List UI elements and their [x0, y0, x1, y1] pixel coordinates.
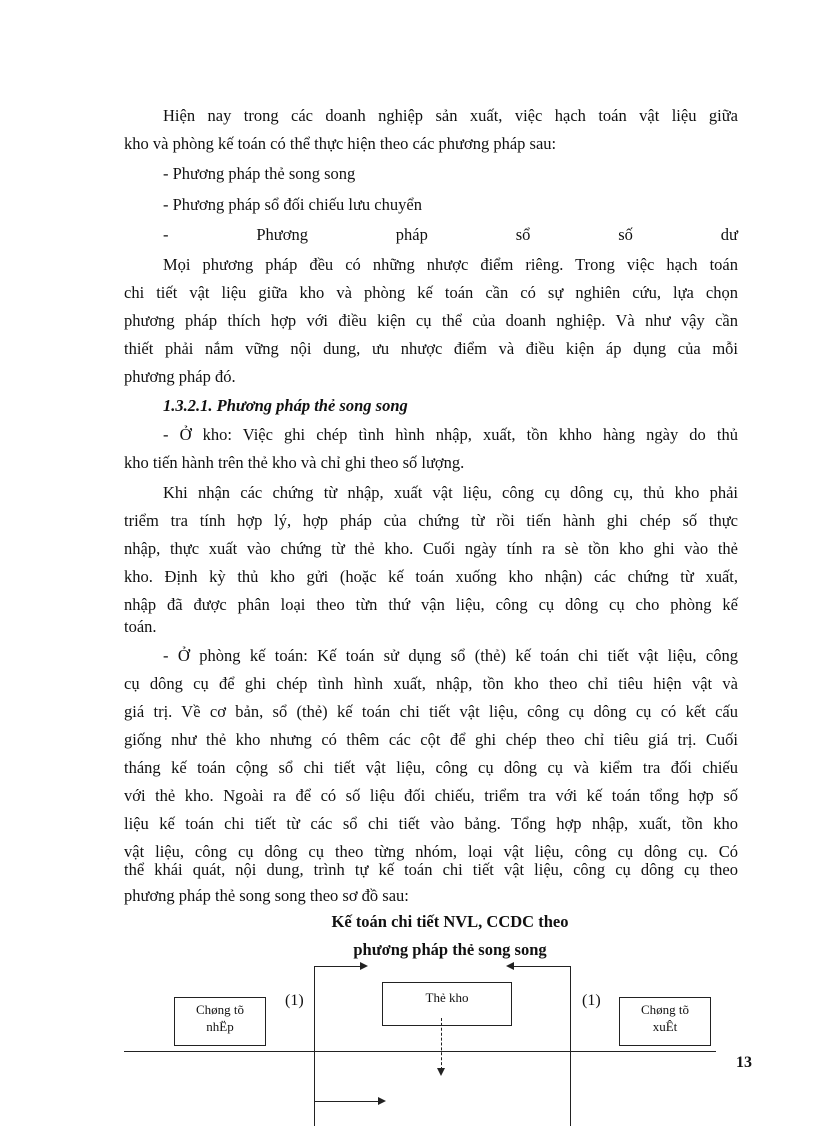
paragraph-2-line-4: thiết phải nắm vững nội dung, ưu nhược điểm và điều kiện áp dụng của mỗi	[124, 339, 738, 358]
paragraph-5-line-6: với thẻ kho. Ngoài ra để có số liệu đối chiếu, triểm tra với kế toán tổng hợp số	[124, 786, 738, 805]
method-item-3-word: số	[618, 225, 633, 244]
box-issue-vouchers	[619, 997, 711, 1046]
paragraph-4-line-1: Khi nhận các chứng từ nhập, xuất vật liệu, công cụ dông cụ, thủ kho phải	[163, 483, 738, 502]
paragraph-4-line-3: nhập, thực xuất vào chứng từ thẻ kho. Cuối ngày tính ra sè tồn kho ghi vào thẻ	[124, 539, 738, 558]
label-step-right: (1)	[582, 992, 601, 1009]
arrow-right-icon	[360, 962, 368, 970]
left-vertical-line	[314, 966, 315, 1126]
arrow-right-icon	[378, 1097, 386, 1105]
diagram-title-line-1: Kế toán chi tiết NVL, CCDC theo	[331, 912, 569, 931]
paragraph-5-line-10: phương pháp thẻ song song theo sơ đồ sau:	[124, 886, 409, 905]
method-item-3-word: Phương	[256, 225, 308, 244]
paragraph-1-line-2: kho và phòng kế toán có thể thực hiện theo các phương pháp sau:	[124, 134, 557, 153]
box-issue-line-2: xuÊt	[652, 1019, 678, 1034]
paragraph-4-line-4: kho. Định kỳ thủ kho gửi (hoặc kế toán xuống kho nhận) các chứng từ xuất,	[124, 567, 738, 586]
paragraph-2-line-1: Mọi phương pháp đều có những nhược điểm riêng. Trong việc hạch toán	[163, 255, 738, 274]
method-item-3-word: dư	[720, 225, 738, 244]
page-number: 13	[736, 1054, 752, 1071]
paragraph-3-line-1: - Ở kho: Việc ghi chép tình hình nhập, xuất, tồn khho hàng ngày do thủ	[163, 425, 738, 444]
paragraph-1-line-1: Hiện nay trong các doanh nghiệp sản xuất, việc hạch toán vật liệu giữa	[163, 106, 738, 125]
paragraph-2-line-5: phương pháp đó.	[124, 367, 236, 386]
top-left-connector	[314, 966, 362, 967]
label-step-left: (1)	[285, 992, 304, 1009]
paragraph-3-line-2: kho tiến hành trên thẻ kho và chỉ ghi theo số lượng.	[124, 453, 465, 472]
box-receipt-line-2: nhËp	[206, 1019, 234, 1034]
paragraph-2-line-2: chi tiết vật liệu giữa kho và phòng kế toán cần có sự nghiên cứu, lựa chọn	[124, 283, 738, 302]
box-stock-card-label: Thẻ kho	[425, 990, 469, 1005]
method-item-2: - Phương pháp sổ đối chiếu lưu chuyển	[163, 195, 422, 214]
method-item-3	[163, 225, 738, 245]
arrow-left-icon	[506, 962, 514, 970]
paragraph-4-line-5: nhập đã được phân loại theo từn thứ vận liệu, công cụ dông cụ cho phòng kế	[124, 595, 738, 614]
top-right-connector	[512, 966, 570, 967]
paragraph-5-line-1: - Ở phòng kế toán: Kế toán sử dụng sổ (thẻ) kế toán chi tiết vật liệu, công	[163, 646, 738, 665]
paragraph-4-line-6: toán.	[124, 617, 157, 636]
box-receipt-line-1: Chøng tõ	[195, 1002, 245, 1017]
section-heading: 1.3.2.1. Phương pháp thẻ song song	[163, 396, 408, 415]
paragraph-5-line-7: liệu kế toán chi tiết từ các sổ chi tiết vào bảng. Tổng hợp nhập, xuất, tồn kho	[124, 814, 738, 833]
dashed-connector	[441, 1018, 442, 1070]
paragraph-5-line-2: cụ dông cụ để ghi chép tình hình xuất, nhập, tồn kho theo chỉ tiêu hiện vật và	[124, 674, 738, 693]
method-item-3-word: -	[163, 225, 169, 244]
box-stock-card	[382, 982, 512, 1026]
horizontal-baseline	[124, 1051, 716, 1052]
arrow-down-icon	[437, 1068, 445, 1076]
diagram-title-line-2: phương pháp thẻ song song	[353, 940, 547, 959]
paragraph-5-line-4: giống như thẻ kho nhưng có thêm các cột để ghi chép theo chỉ tiêu giá trị. Cuối	[124, 730, 738, 749]
box-issue-line-1: Chøng tõ	[640, 1002, 690, 1017]
method-item-3-word: sổ	[515, 225, 531, 244]
paragraph-5-line-9: thể khái quát, nội dung, trình tự kế toán chi tiết vật liệu, công cụ dông cụ theo	[124, 860, 738, 879]
paragraph-2-line-3: phương pháp thích hợp với điều kiện cụ thể của doanh nghiệp. Và như vậy cần	[124, 311, 738, 330]
paragraph-4-line-2: triểm tra tính hợp lý, hợp pháp của chứng từ rồi tiến hành ghi chép số thực	[124, 511, 738, 530]
right-vertical-line	[570, 966, 571, 1126]
paragraph-5-line-3: giá trị. Về cơ bản, sổ (thẻ) kế toán chi tiết vật liệu, công cụ dông cụ có kết cấu	[124, 702, 738, 721]
box-receipt-vouchers	[174, 997, 266, 1046]
method-item-1: - Phương pháp thẻ song song	[163, 164, 356, 183]
bottom-connector	[314, 1101, 380, 1102]
paragraph-5-line-8: vật liệu, công cụ dông cụ theo từng nhóm, loại vật liệu, công cụ dông cụ. Có	[124, 842, 738, 861]
method-item-3-word: pháp	[395, 225, 428, 244]
paragraph-5-line-5: tháng kế toán cộng sổ chi tiết vật liệu, công cụ dông cụ và kiểm tra đối chiếu	[124, 758, 738, 777]
